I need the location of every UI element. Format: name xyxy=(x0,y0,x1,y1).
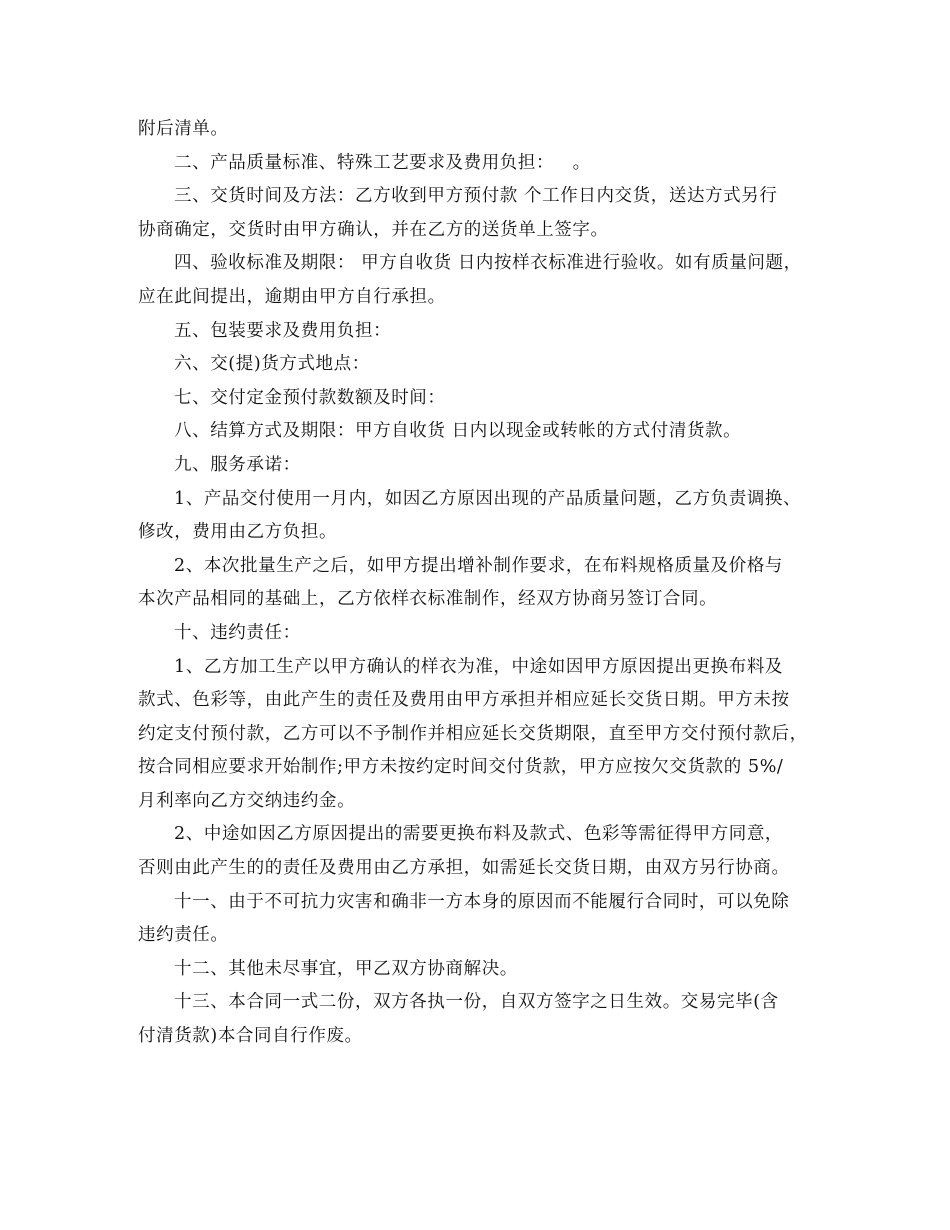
text-line: 应在此间提出，逾期由甲方自行承担。 xyxy=(138,286,446,307)
clause-8-settlement: 八、结算方式及期限：甲方自收货 日内以现金或转帐的方式付清货款。 xyxy=(174,421,742,442)
clause-9-item-1: 1、产品交付使用一月内，如因乙方原因出现的产品质量问题，乙方负责调换、 xyxy=(174,488,802,509)
clause-3-delivery-time: 三、交货时间及方法：乙方收到甲方预付款 个工作日内交货，送达方式另行 xyxy=(174,186,778,207)
text-line: 本次产品相同的基础上，乙方依样衣标准制作，经双方协商另签订合同。 xyxy=(138,589,718,610)
text-line: 月利率向乙方交纳违约金。 xyxy=(138,790,356,811)
clause-5-packaging: 五、包装要求及费用负担： xyxy=(174,320,392,341)
clause-9-item-2: 2、本次批量生产之后，如甲方提出增补制作要求，在布料规格质量及价格与 xyxy=(174,555,784,576)
text-line: 违约责任。 xyxy=(138,925,229,946)
clause-6-delivery-location: 六、交(提)货方式地点： xyxy=(174,354,370,375)
text-line: 约定支付预付款，乙方可以不予制作并相应延长交货期限，直至甲方交付预付款后， xyxy=(138,723,808,744)
text-line: 付清货款)本合同自行作废。 xyxy=(138,1026,363,1047)
clause-11-force-majeure: 十一、由于不可抗力灾害和确非一方本身的原因而不能履行合同时，可以免除 xyxy=(174,891,790,912)
text-line: 附后清单。 xyxy=(138,119,229,139)
clause-12-other-matters: 十二、其他未尽事宜，甲乙双方协商解决。 xyxy=(174,958,518,979)
text-line: 修改，费用由乙方负担。 xyxy=(138,522,338,543)
clause-10-item-2: 2、中途如因乙方原因提出的需要更换布料及款式、色彩等需征得甲方同意， xyxy=(174,824,784,845)
text-line: 协商确定，交货时由甲方确认，并在乙方的送货单上签字。 xyxy=(138,219,609,240)
clause-2-quality-standard: 二、产品质量标准、特殊工艺要求及费用负担： 。 xyxy=(174,152,591,173)
clause-7-deposit: 七、交付定金预付款数额及时间： xyxy=(174,387,446,408)
text-line: 款式、色彩等，由此产生的责任及费用由甲方承担并相应延长交货日期。甲方未按 xyxy=(138,690,790,711)
clause-13-copies: 十三、本合同一式二份，双方各执一份，自双方签字之日生效。交易完毕(含 xyxy=(174,992,779,1013)
clause-4-acceptance: 四、验收标准及期限： 甲方自收货 日内按样衣标准进行验收。如有质量问题， xyxy=(174,253,802,274)
clause-10-item-1: 1、乙方加工生产以甲方确认的样衣为准，中途如因甲方原因提出更换布料及 xyxy=(174,656,784,677)
contract-text-body xyxy=(138,113,828,1054)
clause-10-breach-heading: 十、违约责任： xyxy=(174,622,301,643)
text-line: 否则由此产生的的责任及费用由乙方承担，如需延长交货日期，由双方另行协商。 xyxy=(138,858,790,879)
clause-9-service-heading: 九、服务承诺： xyxy=(174,454,301,475)
text-line: 按合同相应要求开始制作;甲方未按约定时间交付货款，甲方应按欠交货款的 5%/ xyxy=(138,757,784,778)
